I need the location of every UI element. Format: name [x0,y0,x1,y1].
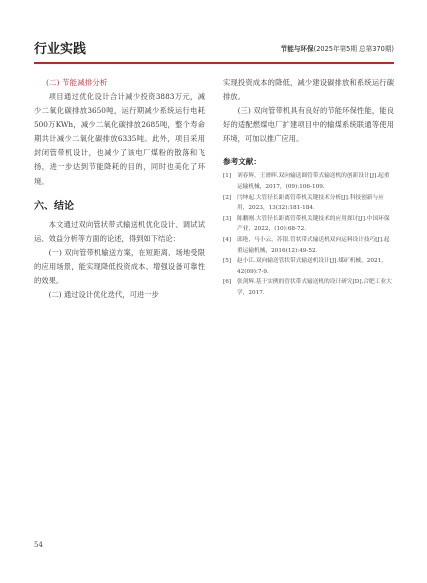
paragraph-conclusion-2: (二) 通过设计优化迭代，可进一步 [48,290,159,300]
reference-item [223,214,394,235]
reference-number: [5] [223,258,232,265]
reference-text: 邱艳，马小云，苏银.管状带式输送机双向运料设计技巧[J].起重运输机械，2016(12):49-52. [237,237,390,254]
reference-item [223,256,394,277]
section-label: 行业实践 [34,42,87,57]
left-column [34,76,205,302]
reference-item [223,235,394,256]
reference-item [223,277,394,298]
reference-list [223,171,394,298]
page-number: 54 [34,541,43,549]
reference-item [223,171,394,192]
paragraph-continued: 实现投资成本的降低，减少建设碳排放和系统运行碳排放。 [223,78,394,102]
section-title-conclusion: 六、结论 [34,200,74,212]
reference-text: 张剑辉.基于实例的管状带式输送机的设计研究[D].合肥工业大学，2017. [237,279,392,296]
header-rule [34,62,394,64]
reference-number: [1] [223,173,232,180]
right-column [223,76,394,299]
page-header [34,38,394,58]
paragraph-energy-analysis: 项目通过优化设计合计减少投资3883万元，减少二氧化碳排放3650吨，运行期减少系统运行电耗500万KWh，减少二氧化碳排放2685吨，整个寿命期共计减少二氧化碳排放6335吨。此外，项目采用封闭管带机设计，也减少了该电厂煤粉的散落和飞扬，进一步达到节能降耗的目的，同时也美化了环境。 [34,92,205,186]
paragraph-conclusion-1: (一) 双向管带机输送方案，在短距离、场地受限的应用场景，能实现降低投资成本、增强设备可靠性的效果。 [34,247,205,286]
references-title: 参考文献： [223,157,261,167]
paragraph-conclusion-intro: 本文通过双向管状带式输送机优化设计、调试试运、效益分析等方面的论述，得到如下结论： [34,219,205,243]
reference-number: [2] [223,194,232,201]
paragraph-conclusion-3: (三) 双向管带机具有良好的节能环保性能，能良好的适配燃煤电厂扩建项目中的输煤系统联通等使用环境，可加以推广应用。 [223,106,394,144]
reference-text: 刘春辉，王滑晖.双向输送圆管带式输送机的创新设计[J].起重运输机械，2017，(09):106-109. [237,173,390,191]
issue-info: (2025年第5期 总第370期) [313,45,394,53]
reference-number: [4] [223,237,232,244]
reference-number: [6] [223,279,232,286]
reference-number: [3] [223,215,232,222]
reference-text: 陈鹏刚.大管径长距离管带机关键技术的应用探讨[J].中国环保产业，2022，(10):68-72. [237,215,390,233]
journal-info [281,43,394,53]
journal-name: 节能与环保 [280,45,314,53]
subheading-energy-analysis: (二) 节能减排分析 [46,78,108,87]
reference-text: 闫坤起.大管径长距离管带机关键技术分析[J].科技创新与应用，2023，13(32):181-184. [237,194,384,212]
reference-item [223,193,394,214]
reference-text: 赵小江.双向输送管状带式输送机设计[J].煤矿机械，2021，42(09):7-9. [237,258,387,275]
